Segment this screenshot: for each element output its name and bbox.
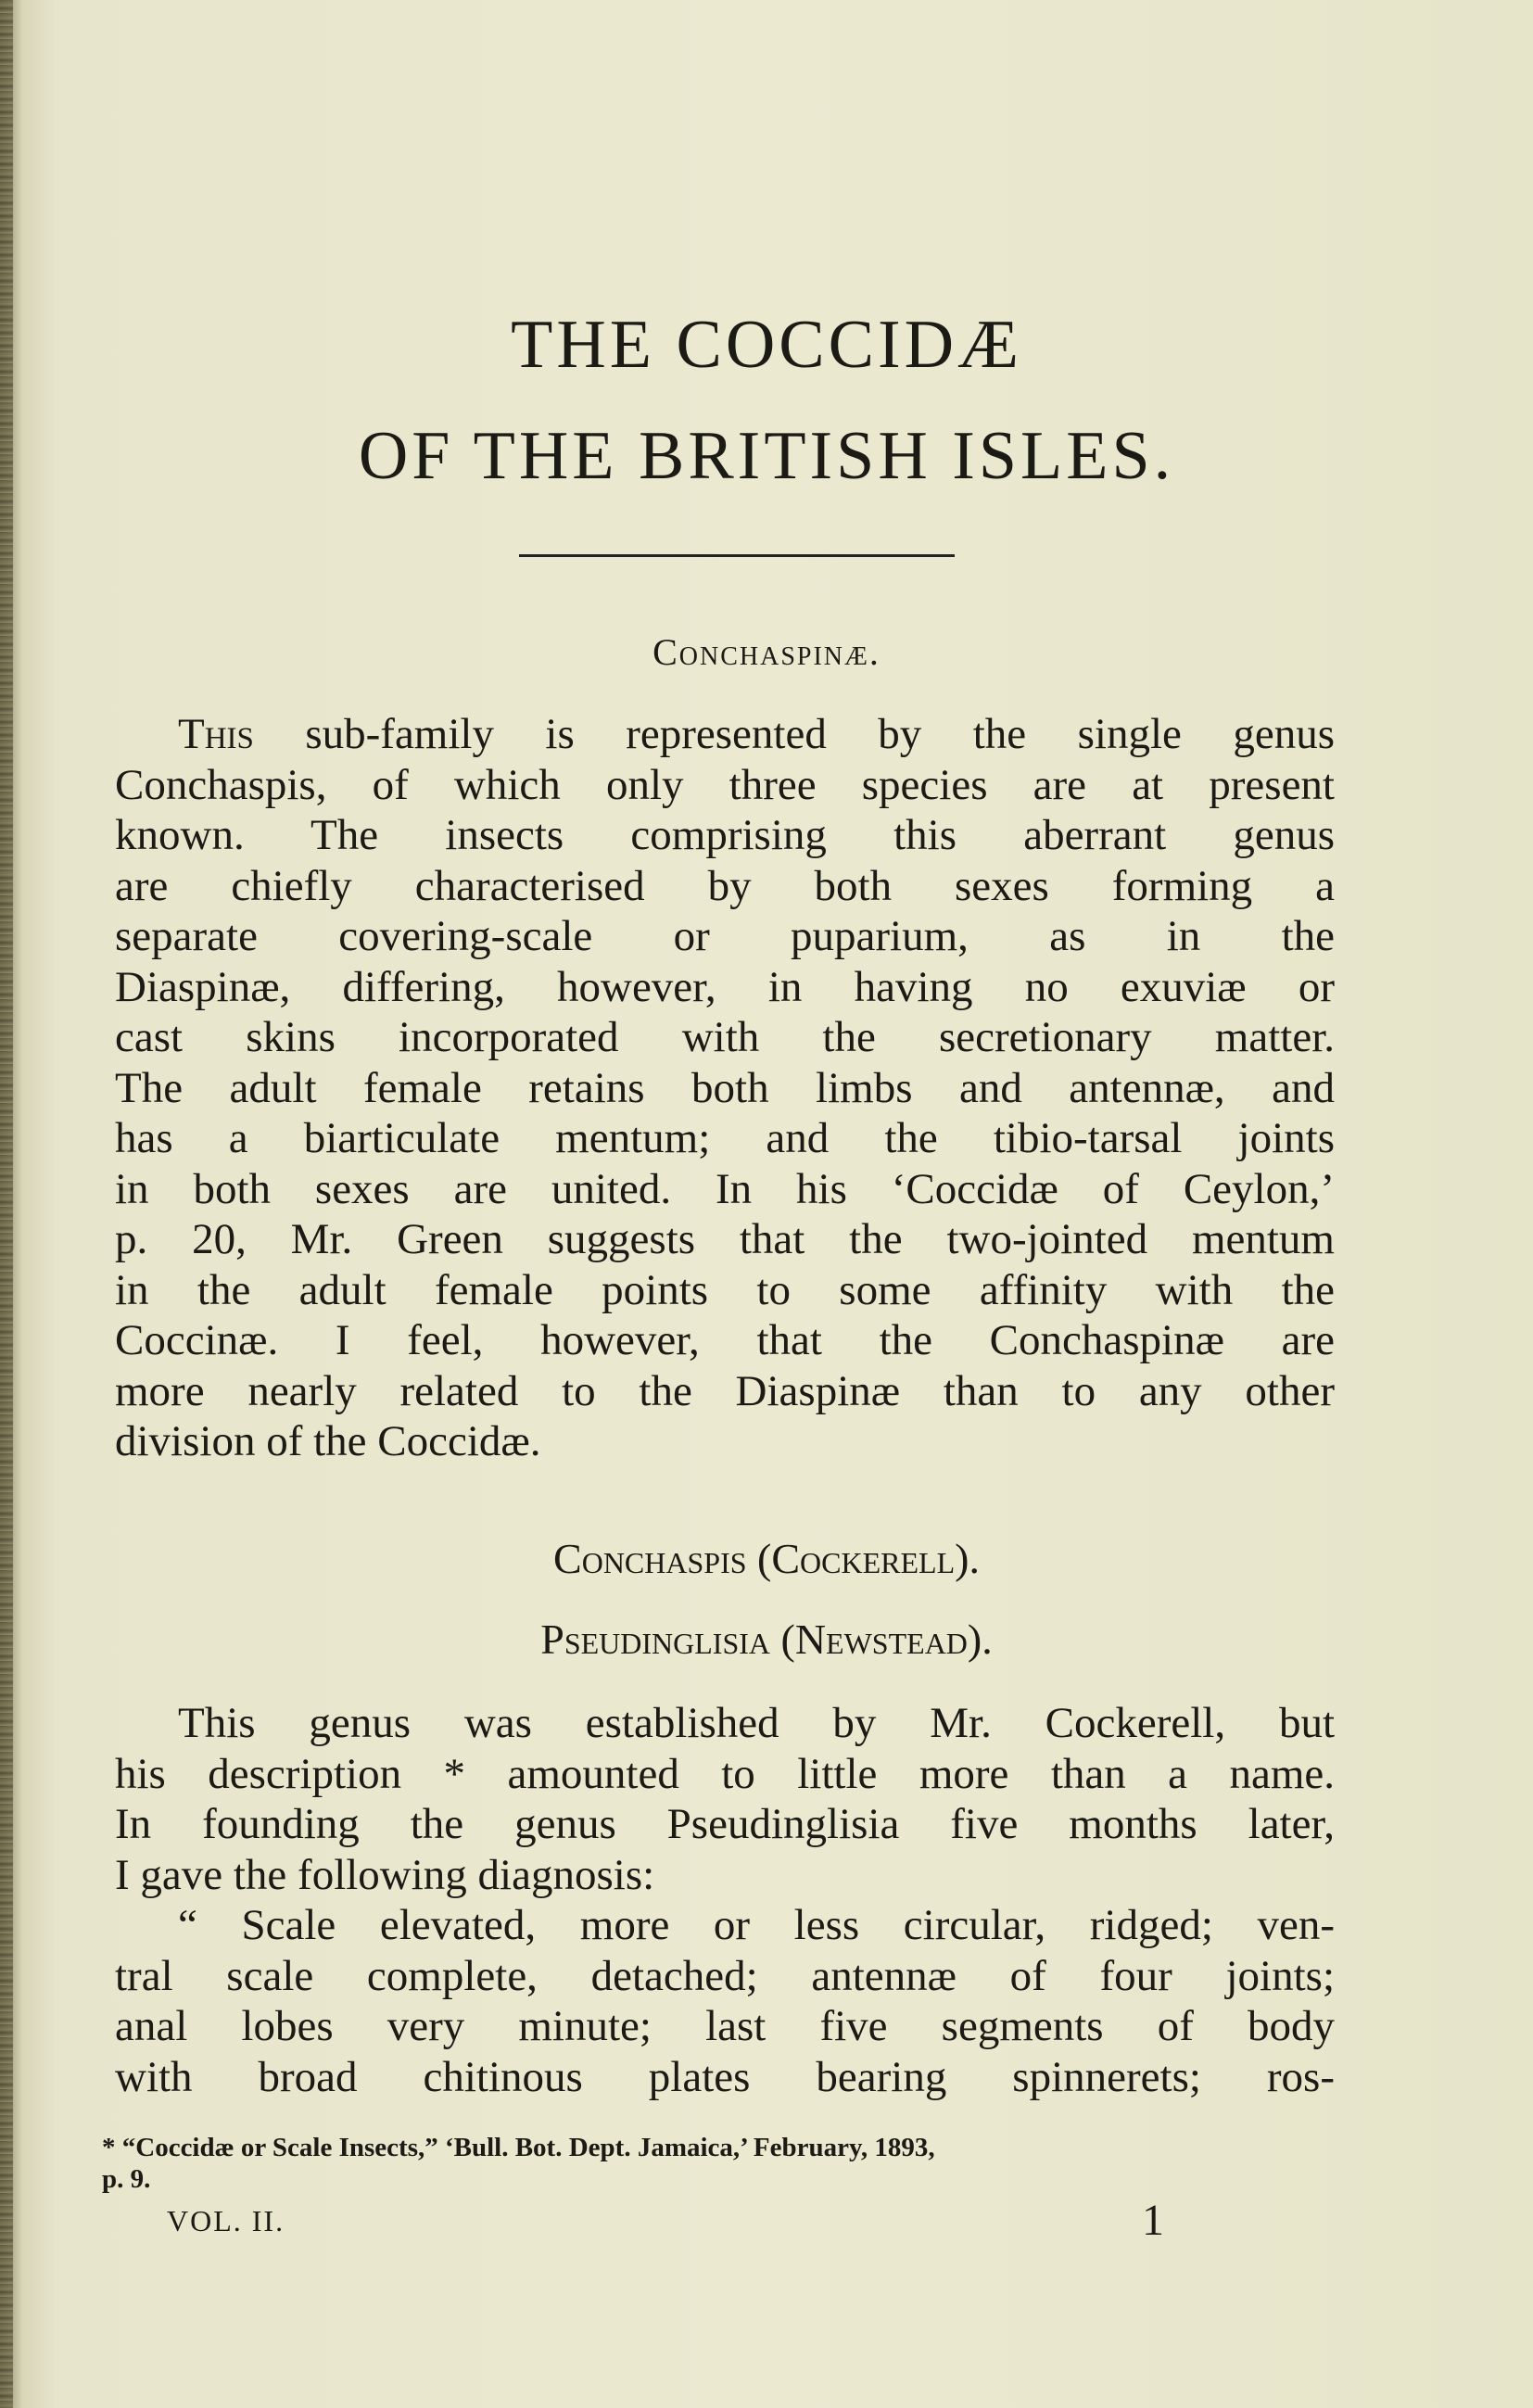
paragraph-line: his description * amounted to little more than a name. xyxy=(115,1749,1335,1798)
footnote-line-2: p. 9. xyxy=(102,2164,151,2194)
paragraph-line: Diaspinæ, differing, however, in having no exuviæ or xyxy=(115,962,1335,1011)
paragraph-line: tral scale complete, detached; antennæ of four joints; xyxy=(115,1951,1335,2000)
paragraph-line: p. 20, Mr. Green suggests that the two-jointed mentum xyxy=(115,1215,1335,1263)
paragraph-line: The adult female retains both limbs and antennæ, and xyxy=(115,1063,1335,1112)
paragraph-line xyxy=(115,1900,1335,1951)
synonym-heading: Pseudinglisia (Newstead). xyxy=(540,1616,993,1663)
paragraph-line: I gave the following diagnosis: xyxy=(115,1850,655,1899)
paragraph-line: known. The insects comprising this aberrant genus xyxy=(115,811,1335,859)
paragraph-line-text: “ Scale elevated, more or less circular, ridged; ven- xyxy=(178,1901,1335,1949)
genus-heading: Conchaspis (Cockerell). xyxy=(553,1535,980,1582)
volume-signature: VOL. II. xyxy=(167,2204,285,2237)
paragraph-line: anal lobes very minute; last five segments of body xyxy=(115,2002,1335,2050)
paragraph-line: separate covering-scale or puparium, as in the xyxy=(115,912,1335,960)
paragraph-line: has a biarticulate mentum; and the tibio-tarsal joints xyxy=(115,1114,1335,1162)
paragraph-genus-description xyxy=(115,1698,1335,2102)
paragraph-line: In founding the genus Pseudinglisia five months later, xyxy=(115,1800,1335,1848)
paragraph-line xyxy=(115,709,1335,760)
paragraph-lead-word: This xyxy=(178,710,254,758)
paragraph-line: are chiefly characterised by both sexes forming a xyxy=(115,861,1335,910)
section-heading: Conchaspinæ. xyxy=(652,631,881,673)
paragraph-line: with broad chitinous plates bearing spinnerets; ros- xyxy=(115,2052,1335,2101)
paragraph-line: division of the Coccidæ. xyxy=(115,1417,541,1465)
paragraph-line-text: This genus was established by Mr. Cockerell, but xyxy=(178,1699,1335,1747)
paragraph-line xyxy=(115,1698,1335,1749)
gathering-signature: 1 xyxy=(1142,2196,1164,2245)
page-title-line-2: OF THE BRITISH ISLES. xyxy=(358,418,1175,494)
paragraph-line: more nearly related to the Diaspinæ than to any other xyxy=(115,1366,1335,1415)
page-title-line-1: THE COCCIDÆ xyxy=(511,307,1022,383)
paragraph-line: in the adult female points to some affinity with the xyxy=(115,1265,1335,1314)
paragraph-conchaspinae xyxy=(115,709,1335,1467)
paragraph-line: Conchaspis, of which only three species are at present xyxy=(115,760,1335,809)
paragraph-line: cast skins incorporated with the secretionary matter. xyxy=(115,1013,1335,1061)
paragraph-line-text: sub-family is represented by the single genus xyxy=(253,710,1335,758)
title-divider xyxy=(519,554,955,557)
footnote-line-1: * “Coccidæ or Scale Insects,” ‘Bull. Bot. Dept. Jamaica,’ February, 1893, xyxy=(102,2133,935,2162)
paragraph-line: in both sexes are united. In his ‘Coccidæ of Ceylon,’ xyxy=(115,1164,1335,1213)
paragraph-line: Coccinæ. I feel, however, that the Conchaspinæ are xyxy=(115,1316,1335,1364)
footnote xyxy=(102,2132,1344,2195)
